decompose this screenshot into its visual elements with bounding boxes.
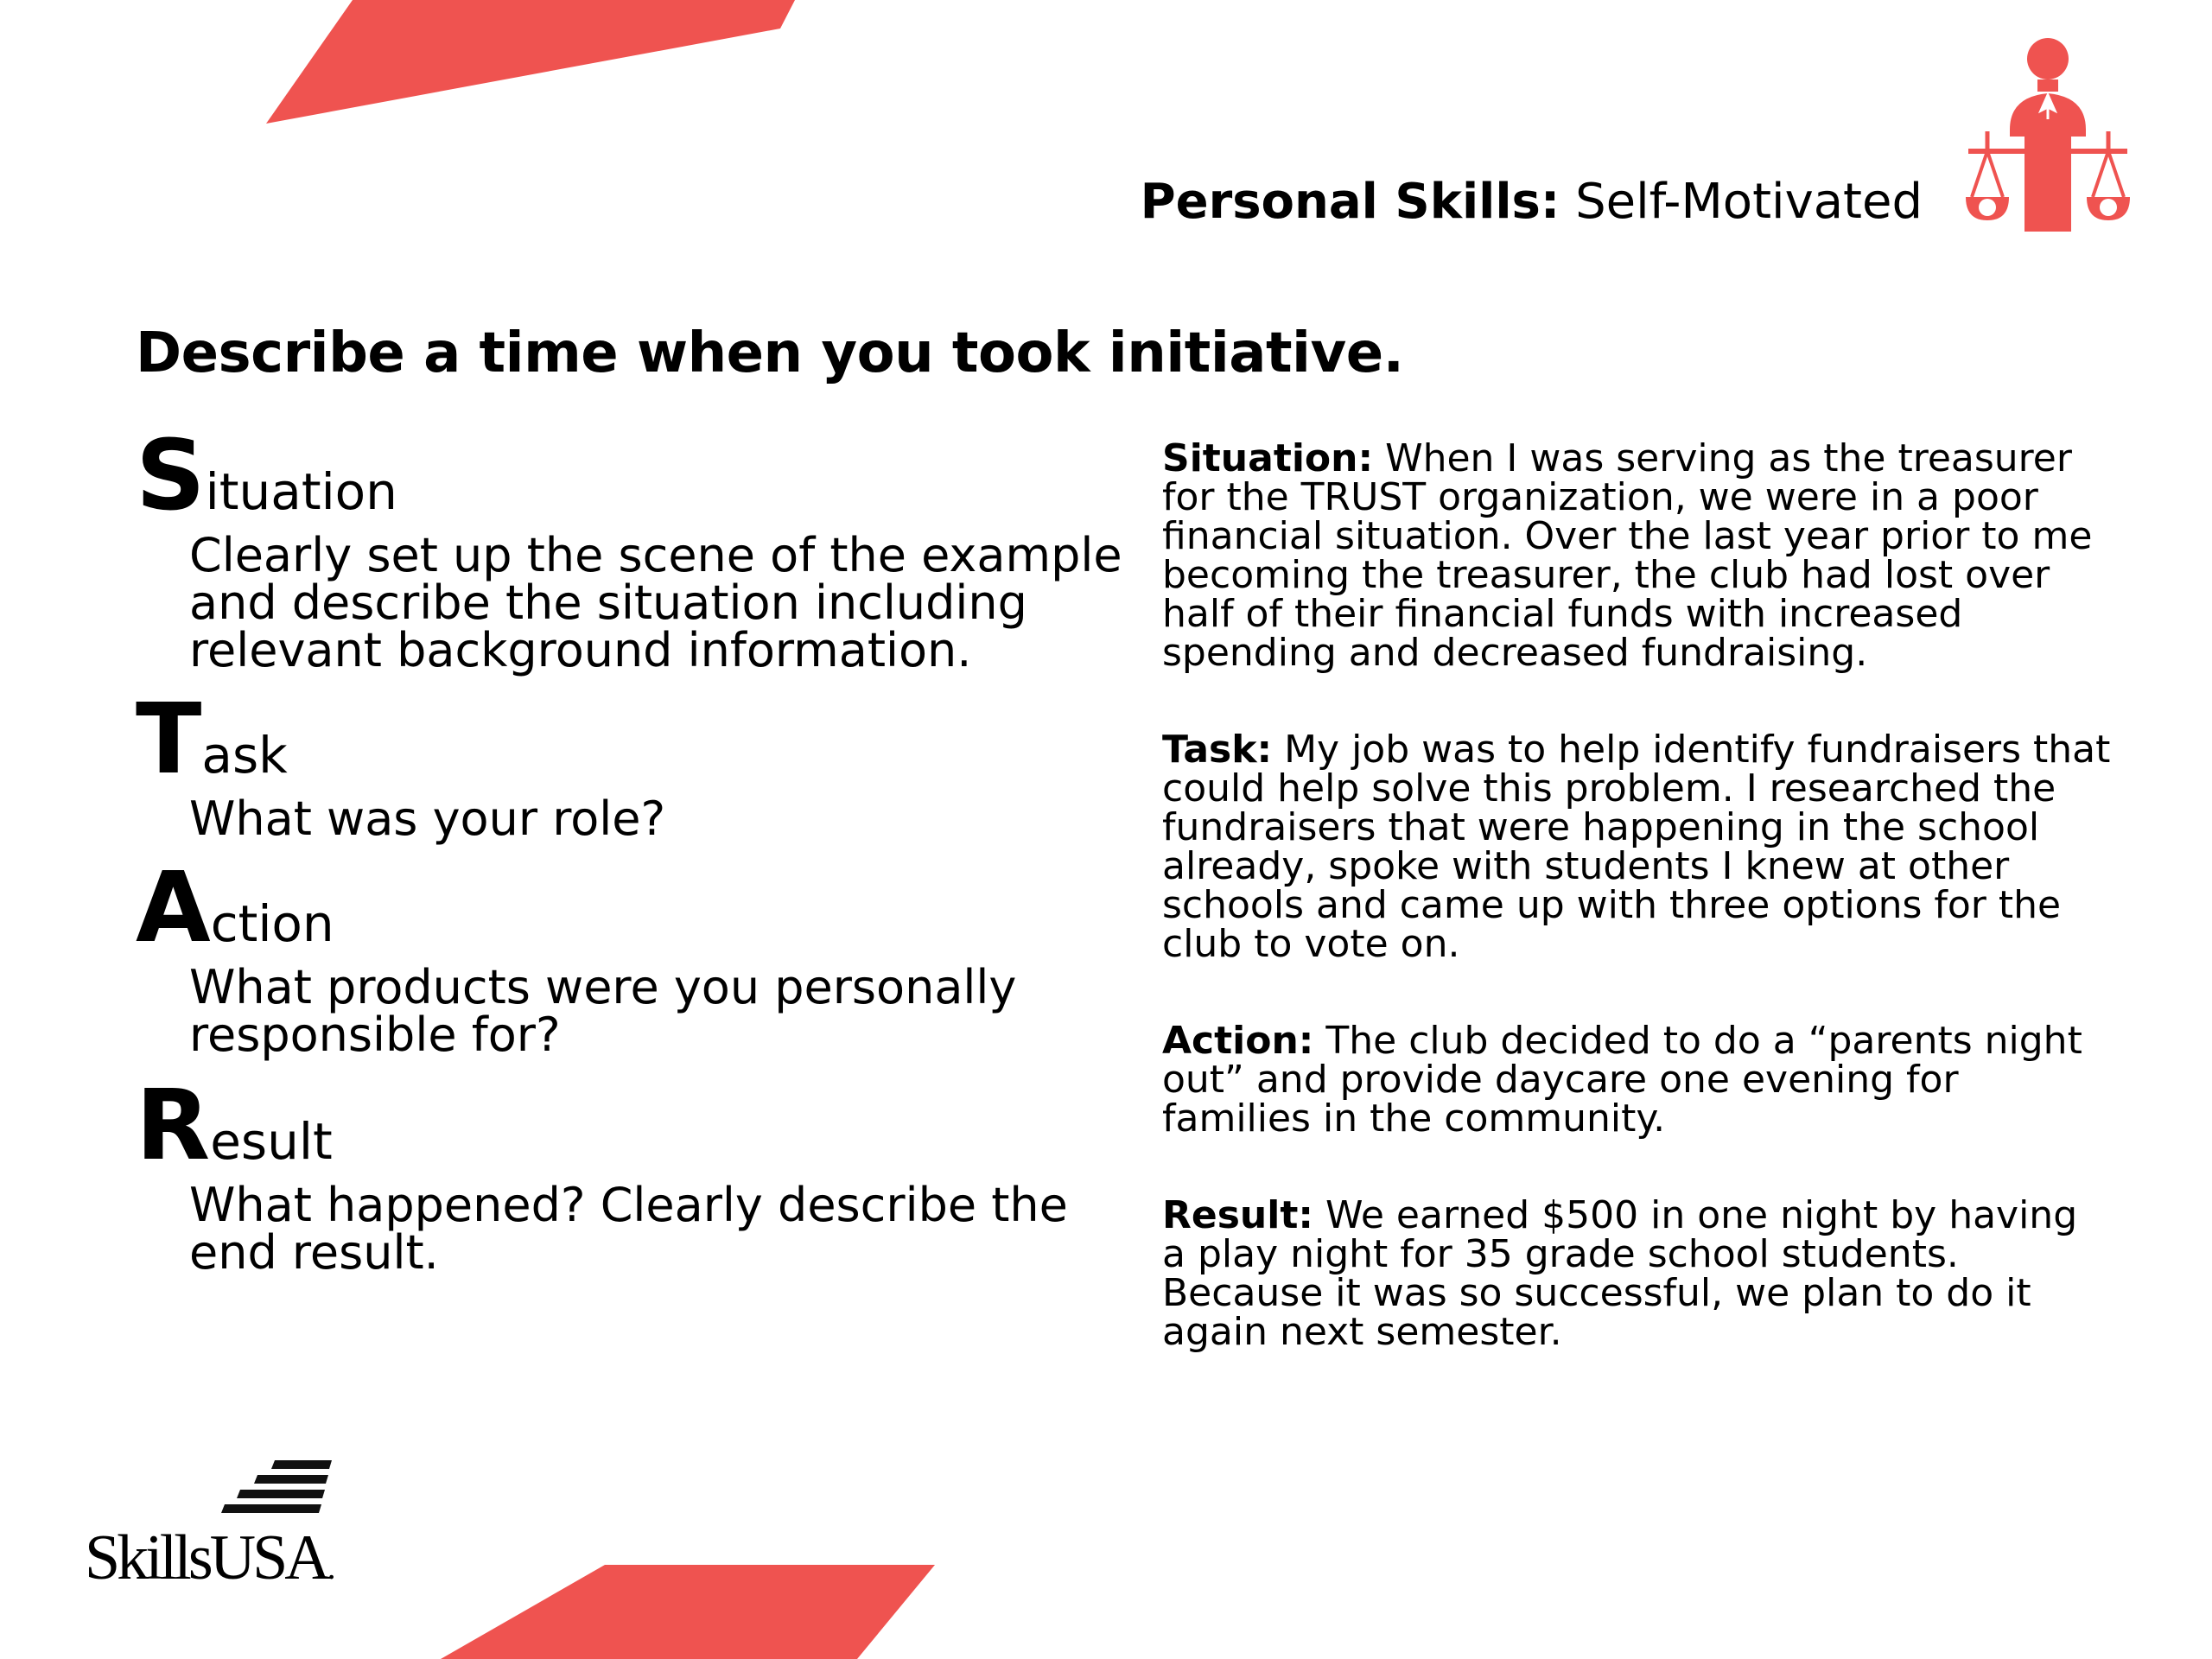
example-answer [1162, 436, 2113, 1409]
answer-label: Task: [1162, 728, 1273, 772]
skill-category-bold: Personal Skills: [1140, 174, 1560, 230]
answer-text: When I was serving as the treasurer for the TRUST organization, we were in a poor financial situation. Over the last year prior to me becoming the treasurer, the club had lost over half of their financial funds with increased spending and decreased fundraising. [1162, 436, 2093, 675]
star-action [136, 852, 1129, 1062]
answer-label: Result: [1162, 1193, 1313, 1237]
star-method-guide [136, 420, 1129, 1280]
star-heading-rest: ction [210, 894, 334, 953]
star-initial: A [136, 852, 211, 964]
answer-situation [1162, 436, 2113, 675]
star-description: What products were you personally responsible for? [189, 960, 1017, 1062]
star-description: What happened? Clearly describe the end result. [189, 1178, 1068, 1280]
answer-result [1162, 1193, 2113, 1354]
star-description: What was your role? [189, 791, 666, 846]
star-result [136, 1070, 1129, 1280]
answer-text: The club decided to do a “parents night out” and provide daycare one evening for families in the community. [1162, 1019, 2082, 1141]
star-heading [136, 852, 1129, 964]
bottom-accent-shape [432, 1555, 950, 1659]
star-initial: R [136, 1070, 211, 1182]
answer-task [1162, 728, 2113, 966]
logo-stripes-icon [214, 1460, 335, 1521]
star-heading [136, 683, 1129, 796]
star-heading [136, 420, 1129, 532]
logo-wordmark [85, 1522, 333, 1593]
answer-action [1162, 1019, 2113, 1141]
top-accent-shape [259, 0, 812, 130]
answer-label: Situation: [1162, 436, 1374, 480]
answer-text: My job was to help identify fundraisers that could help solve this problem. I researched the fundraisers that were happening in the school already, spoke with students I knew at other schools and came up with three options for the club to vote on. [1162, 728, 2111, 966]
star-heading-rest: ask [201, 726, 288, 785]
logo-text: SkillsUSA [85, 1522, 327, 1593]
answer-text: We earned $500 in one night by having a play night for 35 grade school students. Because it was so successful, we plan to do it again next semester. [1162, 1193, 2078, 1354]
skill-category-title [1140, 174, 1923, 230]
star-heading-rest: esult [210, 1112, 333, 1171]
skill-category-name: Self-Motivated [1560, 174, 1923, 230]
judge-scales-icon [1961, 35, 2134, 242]
skillsusa-logo [85, 1460, 361, 1593]
answer-label: Action: [1162, 1019, 1314, 1063]
star-heading [136, 1070, 1129, 1182]
star-initial: S [136, 420, 206, 532]
star-description: Clearly set up the scene of the example and describe the situation including relevant background information. [189, 528, 1122, 677]
question-heading: Describe a time when you took initiative. [136, 321, 1404, 385]
star-task [136, 683, 1129, 846]
star-initial: T [136, 683, 202, 796]
logo-mark: . [327, 1548, 333, 1586]
star-situation [136, 420, 1129, 677]
star-heading-rest: ituation [205, 462, 397, 521]
